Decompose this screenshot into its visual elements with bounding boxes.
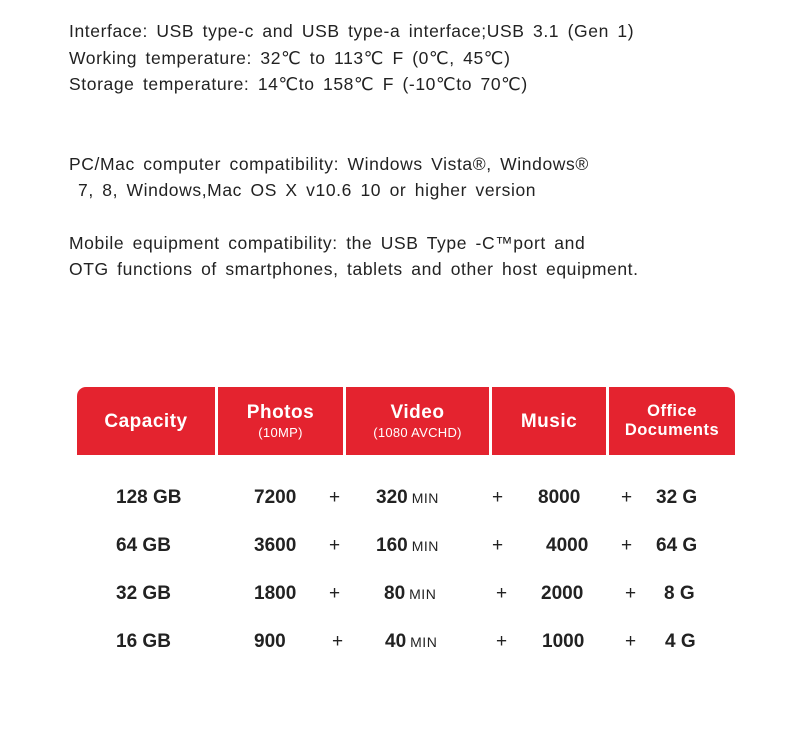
mobile-compatibility-spec-line-2: OTG functions of smartphones, tablets and other host equipment. <box>69 259 639 279</box>
header-video-label: Video <box>390 401 445 423</box>
plus-sign: + <box>625 583 637 604</box>
cell-video-unit: MIN <box>409 586 437 602</box>
cell-video-unit: MIN <box>410 634 438 650</box>
header-office-label-line-2: Documents <box>624 421 720 439</box>
header-photos <box>218 387 343 455</box>
plus-sign: + <box>496 631 508 652</box>
header-video <box>346 387 489 455</box>
spec-text-block <box>69 18 749 283</box>
header-capacity-label: Capacity <box>104 410 188 432</box>
cell-capacity: 16 GB <box>116 631 171 652</box>
cell-video <box>376 487 439 509</box>
plus-sign: + <box>329 487 341 508</box>
plus-sign: + <box>621 487 633 508</box>
plus-sign: + <box>621 535 633 556</box>
header-photos-sublabel: (10MP) <box>258 424 303 440</box>
cell-office: 4 G <box>665 631 696 652</box>
cell-office: 64 G <box>656 535 698 556</box>
header-office-documents <box>609 387 735 455</box>
storage-temperature-spec: Storage temperature: 14℃to 158℃ F (-10℃to 70℃) <box>69 74 528 94</box>
plus-sign: + <box>492 487 504 508</box>
header-office-label-line-1: Office <box>647 402 697 420</box>
cell-video <box>376 535 439 557</box>
cell-music: 1000 <box>542 631 585 652</box>
header-music-label: Music <box>520 410 578 432</box>
cell-video <box>385 631 437 653</box>
cell-photos: 3600 <box>254 535 297 556</box>
cell-photos: 1800 <box>254 583 297 604</box>
plus-sign: + <box>496 583 508 604</box>
cell-photos: 7200 <box>254 487 297 508</box>
pc-compatibility-spec-line-1: PC/Mac computer compatibility: Windows Vista®, Windows® <box>69 153 589 174</box>
plus-sign: + <box>625 631 637 652</box>
cell-photos: 900 <box>254 631 286 652</box>
plus-sign: + <box>329 583 341 604</box>
mobile-compatibility-spec-line-1: Mobile equipment compatibility: the USB Type -C™port and <box>69 232 586 253</box>
cell-video-value: 40 <box>385 631 407 652</box>
header-music <box>492 387 606 455</box>
table-row <box>0 574 800 622</box>
cell-video-value: 320 <box>376 487 408 508</box>
header-video-sublabel: (1080 AVCHD) <box>373 424 462 440</box>
cell-video <box>384 583 436 605</box>
cell-music: 8000 <box>538 487 581 508</box>
cell-video-value: 160 <box>376 535 408 556</box>
cell-music: 4000 <box>546 535 589 556</box>
cell-video-unit: MIN <box>411 490 439 506</box>
plus-sign: + <box>492 535 504 556</box>
capacity-table-body <box>0 478 800 670</box>
pc-compatibility-spec-line-2: 7, 8, Windows,Mac OS X v10.6 10 or higher version <box>78 180 537 200</box>
cell-office: 8 G <box>664 583 695 604</box>
table-row <box>0 478 800 526</box>
header-photos-label: Photos <box>246 401 315 423</box>
cell-capacity: 64 GB <box>116 535 171 556</box>
header-capacity <box>77 387 215 455</box>
cell-video-value: 80 <box>384 583 406 604</box>
table-row <box>0 526 800 574</box>
cell-music: 2000 <box>541 583 584 604</box>
table-row <box>0 622 800 670</box>
capacity-table-header <box>77 387 735 455</box>
cell-capacity: 32 GB <box>116 583 171 604</box>
plus-sign: + <box>329 535 341 556</box>
cell-video-unit: MIN <box>411 538 439 554</box>
plus-sign: + <box>332 631 344 652</box>
interface-spec: Interface: USB type-c and USB type-a interface;USB 3.1 (Gen 1) <box>69 21 635 41</box>
cell-capacity: 128 GB <box>116 487 182 508</box>
cell-office: 32 G <box>656 487 698 508</box>
working-temperature-spec: Working temperature: 32℃ to 113℃ F (0℃, 45℃) <box>69 47 511 68</box>
